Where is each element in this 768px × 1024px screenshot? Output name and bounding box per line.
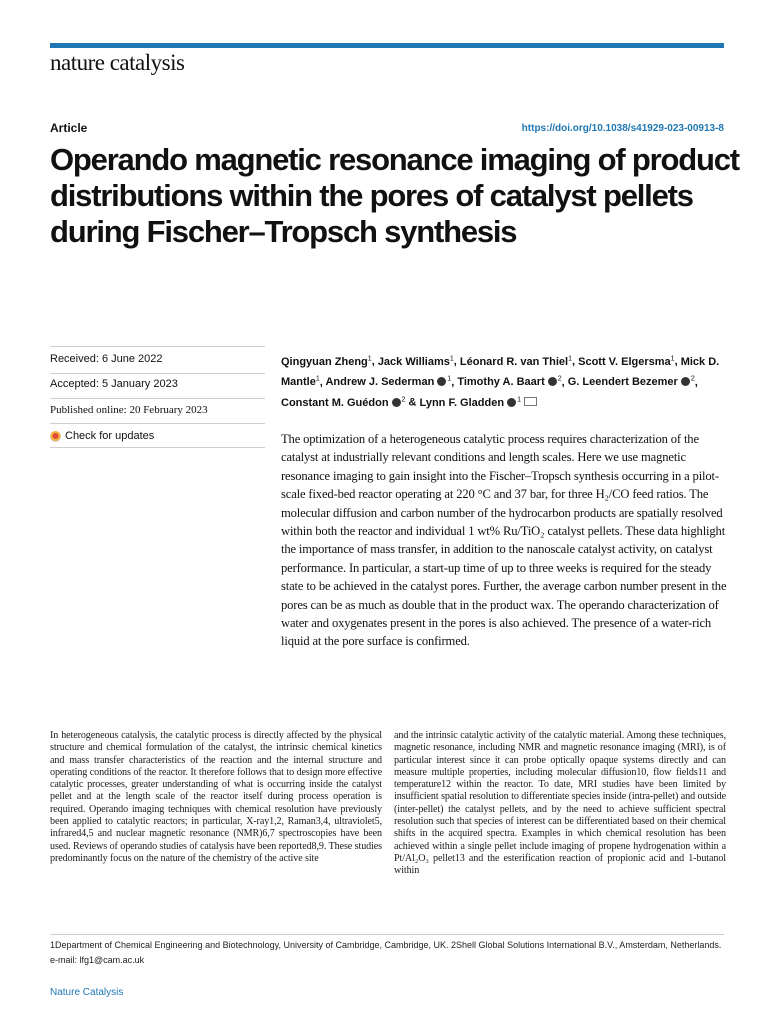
affiliation-marker: 1 [367, 355, 372, 362]
author[interactable] [578, 356, 674, 368]
orcid-icon[interactable] [507, 398, 516, 407]
published-date: Published online: 20 February 2023 [50, 404, 208, 416]
author-list: Qingyuan Zheng$^1$, Jack Williams$^1$, Léonard R. van Thiel$^1$, Scott V. Elgersma$^1$, Mick D. Mantle$^1$, Andrew J. Sederman $^1$, Timothy A. Baart $^2$, G. Leendert Bezemer $^2$, Constant M. Guédon $^2$ & Lynn F. Gladden $^1$ [281, 355, 720, 409]
affiliation-marker: 1 [315, 375, 320, 383]
journal-top-rule [50, 43, 724, 48]
author-name: Andrew J. Sederman [325, 376, 435, 389]
check-for-updates-label: Check for updates [65, 430, 155, 442]
divider [50, 447, 265, 448]
affiliation-marker: 2 [401, 396, 406, 404]
crossmark-icon [50, 431, 61, 442]
author-name: Scott V. Elgersma [578, 355, 671, 368]
divider [50, 373, 265, 374]
author-name: Mick D. Mantle [281, 355, 720, 389]
author-name: Timothy A. Baart [457, 376, 545, 389]
affiliation-marker: 1 [449, 355, 454, 362]
author-name: G. Leendert Bezemer [567, 376, 678, 389]
article-type-label: Article [50, 121, 88, 135]
affiliation-marker: 2 [557, 375, 562, 383]
abstract: The optimization of a heterogeneous catalytic process requires characterization of the catalyst at industrially relevant conditions and length scales. Here we use magnetic resonance imaging to gain insight into the Fischer–Tropsch synthesis occurring in a pilot-scale fixed-bed reactor operating at 220 °C and 37 bar, for three H₂/CO feed ratios. The molecular diffusion and carbon number of the hydrocarbon products are spatially resolved within both the reactor and individual 1 wt% Ru/TiO₂ catalyst pellets. These data highlight the importance of mass transfer, in addition to the nanoscale catalyst activity, on catalyst performance. In particular, a start-up time of up to three weeks is required for the steady state to be achieved in the catalyst pores. Further, the average carbon number present in the pores can be as much as double that in the product wax. The operando characterization of water and oxygenates present in the pores is also achieved. The presence of a water-rich liquid at the pore surface is confirmed. [281, 432, 727, 649]
doi-link[interactable]: https://doi.org/10.1038/s41929-023-00913-8 [521, 123, 724, 134]
orcid-icon[interactable] [681, 377, 690, 386]
orcid-icon[interactable] [437, 377, 446, 386]
body-column-right: and the intrinsic catalytic activity of the catalytic material. Among these techniques, magnetic resonance, including NMR and magnetic resonance imaging (MRI), is of particular interest since it can probe optically opaque systems directly and can measure multiple properties, including molecular diffusion10, flow fields11 and temperature12 within the reactor. To date, MRI studies have been limited by insufficient spatial resolution to differentiate species inside (intra-pellet) and outside (inter-pellet) the catalyst pellets, and by the need to achieve sufficient spectral resolution such that species of interest can be differentiated based on their chemical shifts in the acquired spectra. Examples in which chemical resolution has been achieved within a single pellet include imaging of propene hydrogenation within a Pt/Al₂O₃ pellet13 and the esterification reaction of propionic acid and 1-butanol within [394, 730, 726, 877]
author[interactable] [378, 356, 454, 368]
footer-journal-name: Nature Catalysis [50, 987, 124, 998]
author[interactable] [460, 356, 572, 368]
author[interactable] [457, 376, 561, 388]
divider [50, 398, 265, 399]
author[interactable] [281, 356, 372, 368]
affiliation-marker: 1 [568, 355, 572, 362]
orcid-icon[interactable] [392, 398, 401, 407]
journal-name: nature catalysis [50, 50, 185, 75]
author-name: Lynn F. Gladden [419, 396, 505, 409]
author-name: Constant M. Guédon [281, 396, 389, 409]
author-name: Léonard R. van Thiel [459, 355, 569, 368]
affiliation-text: 1Department of Chemical Engineering and Biotechnology, University of Cambridge, Cambridge, UK. 2Shell Global Solutions International B.V., Amsterdam, Netherlands. e-mail: lfg1@cam.ac.uk [50, 940, 722, 965]
article-title: Operando magnetic resonance imaging of product distributions within the pores of catalyst pellets during Fischer–Tropsch synthesis [50, 142, 739, 249]
author[interactable] [420, 397, 537, 409]
author-name: Jack Williams [377, 355, 450, 368]
affiliation-footnote [50, 938, 724, 968]
affiliation-marker: 1 [517, 396, 521, 404]
divider [50, 423, 265, 424]
body-column-left: In heterogeneous catalysis, the catalytic process is directly affected by the physical structure and chemical formulation of the catalyst, the intrinsic chemical kinetics and mass transfer characteristics of the reaction and the internal structure and operating conditions of the reactor. It therefore follows that to design more effective catalytic processes, greater understanding of what is occurring inside the catalyst pellet and at the length scale of the reactor itself during process operation is required. Operando imaging techniques with chemical resolution have previously been applied to catalytic reactors; in particular, X-ray1,2, Raman3,4, ultraviolet5, infrared4,5 and nuclear magnetic resonance (NMR)6,7 spectroscopies have been used. Reviews of operando studies of catalysis have been reported8,9. These studies predominantly focus on the nature of the chemistry of the active site [50, 730, 382, 864]
author[interactable] [281, 397, 405, 409]
received-date: Received: 6 June 2022 [50, 353, 163, 365]
email-icon[interactable] [524, 397, 537, 406]
affiliation-marker: 1 [670, 355, 675, 362]
author[interactable] [325, 376, 451, 388]
orcid-icon[interactable] [548, 377, 557, 386]
divider [50, 346, 265, 347]
author-name: Qingyuan Zheng [281, 355, 368, 368]
footnote-rule [50, 934, 724, 935]
check-for-updates-button[interactable] [50, 430, 154, 442]
affiliation-marker: 2 [690, 375, 695, 383]
affiliation-marker: 1 [447, 375, 452, 383]
author[interactable] [568, 376, 695, 388]
accepted-date: Accepted: 5 January 2023 [50, 378, 178, 390]
